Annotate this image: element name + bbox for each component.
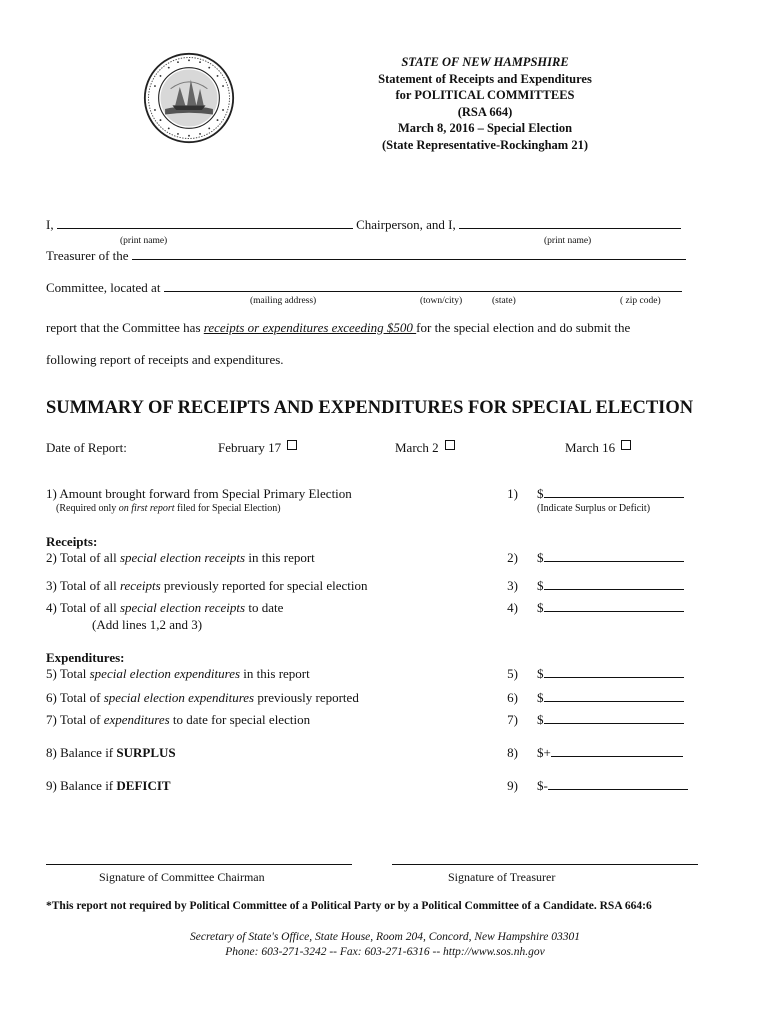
line-2-label: 2) Total of all special election receipts in this report — [46, 550, 315, 565]
line-number: 1) — [507, 486, 518, 501]
deficit-amount-field[interactable]: $- — [537, 778, 688, 794]
date-option-feb17[interactable]: February 17 — [218, 440, 297, 456]
line-number: 2) — [507, 550, 518, 565]
print-name-label: (print name) — [544, 236, 592, 246]
checkbox-icon[interactable] — [445, 440, 455, 450]
office-phone-fax-web: Phone: 603-271-3242 -- Fax: 603-271-6316 -- http://www.sos.nh.gov — [225, 946, 545, 958]
date-of-report-label: Date of Report: — [46, 440, 127, 455]
line-4-amount-field[interactable]: $ — [537, 600, 684, 616]
form-subtitle: for POLITICAL COMMITTEES — [395, 88, 575, 102]
nh-state-seal-icon — [143, 52, 235, 144]
line-1-amount-field[interactable]: $ — [537, 486, 684, 502]
checkbox-icon[interactable] — [287, 440, 297, 450]
line-4-subnote: (Add lines 1,2 and 3) — [92, 617, 203, 632]
line-number: 6) — [507, 690, 518, 705]
line-number: 4) — [507, 600, 518, 615]
date-option-mar2[interactable]: March 2 — [395, 440, 455, 456]
form-title: Statement of Receipts and Expenditures — [378, 71, 592, 86]
line-number: 9) — [507, 778, 518, 793]
surplus-amount-field[interactable]: $+ — [537, 745, 683, 761]
chairperson-name-field[interactable] — [57, 217, 353, 229]
state-name: STATE OF NEW HAMPSHIRE — [401, 55, 569, 69]
state-label: (state) — [492, 296, 516, 306]
date-option-mar16[interactable]: March 16 — [565, 440, 631, 456]
checkbox-icon[interactable] — [621, 440, 631, 450]
report-statement: report that the Committee has receipts or expenditures exceeding $500 for the special election and do submit the — [46, 320, 631, 335]
chairperson-line: I, Chairperson, and I, — [46, 217, 681, 233]
election-district: (State Representative-Rockingham 21) — [382, 137, 588, 152]
line-4-label: 4) Total of all special election receipts to date — [46, 600, 284, 615]
mailing-address-label: (mailing address) — [250, 296, 317, 306]
print-name-label: (print name) — [120, 236, 168, 246]
election-date: March 8, 2016 – Special Election — [397, 121, 573, 135]
line-7-amount-field[interactable]: $ — [537, 712, 684, 728]
line-3-amount-field[interactable]: $ — [537, 578, 684, 594]
office-address: Secretary of State's Office, State House, Room 204, Concord, New Hampshire 03301 — [190, 931, 580, 943]
line-5-label: 5) Total special election expenditures in this report — [46, 666, 310, 681]
summary-title: SUMMARY OF RECEIPTS AND EXPENDITURES FOR SPECIAL ELECTION — [46, 398, 694, 418]
chairman-signature-label: Signature of Committee Chairman — [99, 870, 265, 884]
zip-code-label: ( zip code) — [620, 296, 661, 306]
chairman-signature-line[interactable] — [46, 864, 352, 865]
line-number: 5) — [507, 666, 518, 681]
receipts-heading: Receipts: — [46, 534, 98, 549]
report-statement-cont: following report of receipts and expenditures. — [46, 352, 284, 367]
committee-name-field[interactable] — [132, 248, 686, 260]
expenditures-heading: Expenditures: — [46, 650, 125, 665]
line-2-amount-field[interactable]: $ — [537, 550, 684, 566]
line-6-label: 6) Total of special election expenditures previously reported — [46, 690, 359, 705]
line-7-label: 7) Total of expenditures to date for special election — [46, 712, 311, 727]
threshold-text: receipts or expenditures exceeding $500 — [203, 320, 417, 335]
committee-address-line: Committee, located at — [46, 280, 682, 296]
form-header — [300, 54, 670, 153]
surplus-deficit-note: (Indicate Surplus or Deficit) — [537, 503, 651, 514]
line-number: 7) — [507, 712, 518, 727]
treasurer-name-field[interactable] — [459, 217, 681, 229]
line-1-note: (Required only on first report filed for Special Election) — [56, 503, 281, 514]
town-city-label: (town/city) — [420, 296, 463, 306]
line-6-amount-field[interactable]: $ — [537, 690, 684, 706]
rsa-reference: (RSA 664) — [457, 104, 513, 119]
line-3-label: 3) Total of all receipts previously reported for special election — [46, 578, 368, 593]
line-5-amount-field[interactable]: $ — [537, 666, 684, 682]
treasurer-signature-label: Signature of Treasurer — [448, 870, 556, 884]
line-9-label: 9) Balance if DEFICIT — [46, 778, 171, 793]
line-1-label: 1) Amount brought forward from Special Primary Election — [46, 486, 352, 501]
line-number: 3) — [507, 578, 518, 593]
line-8-label: 8) Balance if SURPLUS — [46, 745, 176, 760]
treasurer-line: Treasurer of the — [46, 248, 686, 264]
treasurer-signature-line[interactable] — [392, 864, 698, 865]
secretary-of-state-contact — [0, 930, 770, 960]
line-number: 8) — [507, 745, 518, 760]
committee-address-field[interactable] — [164, 280, 682, 292]
footer-note: *This report not required by Political Committee of a Political Party or by a Political Committee of a Candidate. RSA 664:6 — [46, 900, 652, 912]
